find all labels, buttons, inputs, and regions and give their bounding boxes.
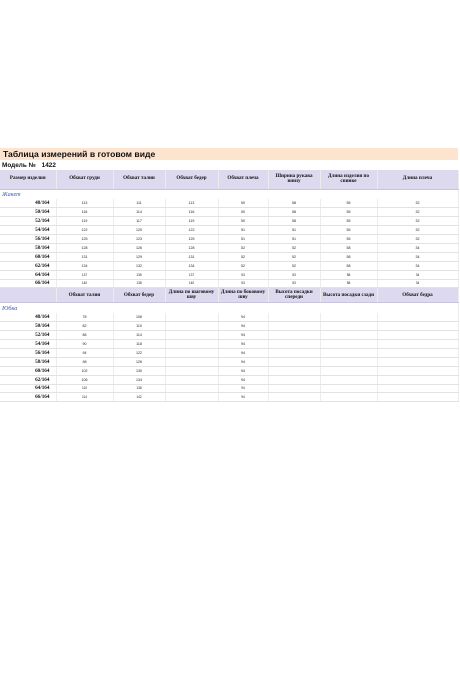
- size-cell: 58/164: [0, 243, 56, 252]
- value-cell: 137: [165, 270, 218, 279]
- value-cell: 50: [218, 217, 268, 226]
- table-row: [0, 235, 458, 244]
- size-cell: 56/164: [0, 235, 56, 244]
- value-cell: [320, 331, 377, 340]
- value-cell: [377, 348, 458, 357]
- value-cell: 138: [113, 384, 165, 393]
- value-cell: 34: [377, 261, 458, 270]
- column-header: Обхват бедер: [165, 170, 218, 189]
- column-header: Размер изделия: [0, 170, 56, 189]
- value-cell: 55: [320, 235, 377, 244]
- model-label: Модель №: [2, 162, 36, 169]
- value-cell: [377, 357, 458, 366]
- table-row: [0, 393, 458, 402]
- value-cell: 58: [320, 252, 377, 261]
- table-row: [0, 261, 458, 270]
- value-cell: 51: [268, 226, 320, 235]
- value-cell: 114: [56, 393, 113, 402]
- value-cell: [320, 313, 377, 322]
- measurements-table-body: [0, 170, 458, 402]
- value-cell: 122: [56, 226, 113, 235]
- value-cell: 58: [320, 279, 377, 288]
- value-cell: 52: [218, 252, 268, 261]
- value-cell: 32: [377, 235, 458, 244]
- value-cell: 94: [218, 375, 268, 384]
- value-cell: [377, 331, 458, 340]
- value-cell: 114: [113, 208, 165, 217]
- value-cell: 106: [113, 313, 165, 322]
- value-cell: 32: [377, 199, 458, 208]
- value-cell: 113: [56, 199, 113, 208]
- value-cell: 34: [377, 252, 458, 261]
- value-cell: 106: [56, 375, 113, 384]
- column-header: Ширина рукава внизу: [268, 170, 320, 189]
- column-header: Обхват талии: [56, 288, 113, 303]
- value-cell: 119: [56, 217, 113, 226]
- column-header: Длина плеча: [377, 170, 458, 189]
- value-cell: 82: [56, 322, 113, 331]
- value-cell: 32: [377, 226, 458, 235]
- value-cell: [320, 357, 377, 366]
- value-cell: 50: [218, 208, 268, 217]
- value-cell: 58: [268, 199, 320, 208]
- value-cell: 111: [113, 199, 165, 208]
- value-cell: [165, 348, 218, 357]
- value-cell: 94: [218, 384, 268, 393]
- value-cell: 114: [113, 331, 165, 340]
- value-cell: 135: [113, 270, 165, 279]
- value-cell: 132: [113, 261, 165, 270]
- jacket-section-label: Жакет: [0, 189, 458, 199]
- value-cell: 142: [113, 393, 165, 402]
- value-cell: 94: [218, 331, 268, 340]
- value-cell: 125: [56, 235, 113, 244]
- value-cell: 122: [165, 226, 218, 235]
- column-header: Высота посадки сзади: [320, 288, 377, 303]
- value-cell: 53: [268, 279, 320, 288]
- value-cell: [268, 313, 320, 322]
- value-cell: [377, 313, 458, 322]
- value-cell: 98: [56, 357, 113, 366]
- value-cell: 125: [165, 235, 218, 244]
- value-cell: 94: [218, 393, 268, 402]
- value-cell: 86: [56, 331, 113, 340]
- value-cell: 58: [268, 208, 320, 217]
- value-cell: 50: [218, 199, 268, 208]
- value-cell: 140: [56, 279, 113, 288]
- column-header: Длина по шаговому шву: [165, 288, 218, 303]
- measurements-table: [0, 170, 459, 402]
- value-cell: 134: [113, 375, 165, 384]
- table-row: [0, 226, 458, 235]
- value-cell: [377, 393, 458, 402]
- table-row: [0, 270, 458, 279]
- table-row: [0, 217, 458, 226]
- size-cell: 48/164: [0, 313, 56, 322]
- table-row: [0, 279, 458, 288]
- value-cell: 128: [56, 243, 113, 252]
- size-cell: 66/164: [0, 279, 56, 288]
- value-cell: 52: [268, 243, 320, 252]
- value-cell: [165, 375, 218, 384]
- skirt-section-label: Юбка: [0, 303, 458, 313]
- value-cell: [377, 340, 458, 349]
- jacket-header-row: [0, 170, 458, 189]
- value-cell: 119: [165, 217, 218, 226]
- table-row: [0, 340, 458, 349]
- value-cell: [268, 375, 320, 384]
- column-header: Длина по боковому шву: [218, 288, 268, 303]
- value-cell: 32: [377, 208, 458, 217]
- value-cell: [320, 366, 377, 375]
- value-cell: 52: [268, 252, 320, 261]
- column-header: Обхват плеча: [218, 170, 268, 189]
- value-cell: 34: [377, 243, 458, 252]
- value-cell: 51: [218, 235, 268, 244]
- column-header: [0, 288, 56, 303]
- value-cell: 78: [56, 313, 113, 322]
- value-cell: 58: [320, 243, 377, 252]
- value-cell: 113: [165, 199, 218, 208]
- jacket-section-row: [0, 189, 458, 199]
- value-cell: [165, 331, 218, 340]
- value-cell: 53: [218, 270, 268, 279]
- value-cell: 94: [218, 313, 268, 322]
- value-cell: 90: [56, 340, 113, 349]
- table-row: [0, 384, 458, 393]
- value-cell: 120: [113, 226, 165, 235]
- column-header: Обхват груди: [56, 170, 113, 189]
- value-cell: 58: [320, 270, 377, 279]
- value-cell: [320, 322, 377, 331]
- size-cell: 52/164: [0, 331, 56, 340]
- size-cell: 62/164: [0, 261, 56, 270]
- value-cell: 116: [56, 208, 113, 217]
- value-cell: 51: [218, 226, 268, 235]
- value-cell: [377, 375, 458, 384]
- size-cell: 50/164: [0, 208, 56, 217]
- value-cell: 52: [218, 261, 268, 270]
- column-header: Обхват бедра: [377, 288, 458, 303]
- value-cell: 32: [377, 217, 458, 226]
- size-cell: 50/164: [0, 322, 56, 331]
- value-cell: [320, 375, 377, 384]
- value-cell: 94: [56, 348, 113, 357]
- size-cell: 54/164: [0, 340, 56, 349]
- size-cell: 64/164: [0, 384, 56, 393]
- value-cell: 34: [377, 270, 458, 279]
- value-cell: [320, 393, 377, 402]
- skirt-section-row: [0, 303, 458, 313]
- table-row: [0, 375, 458, 384]
- value-cell: 55: [320, 217, 377, 226]
- value-cell: 140: [165, 279, 218, 288]
- value-cell: 117: [113, 217, 165, 226]
- value-cell: [268, 348, 320, 357]
- value-cell: 118: [113, 340, 165, 349]
- value-cell: 131: [165, 252, 218, 261]
- value-cell: 58: [320, 261, 377, 270]
- value-cell: 34: [377, 279, 458, 288]
- value-cell: [165, 366, 218, 375]
- value-cell: [268, 340, 320, 349]
- value-cell: [268, 384, 320, 393]
- column-header: Длина изделия по спинке: [320, 170, 377, 189]
- value-cell: 126: [113, 243, 165, 252]
- value-cell: 52: [218, 243, 268, 252]
- value-cell: 134: [165, 261, 218, 270]
- column-header: Обхват бедер: [113, 288, 165, 303]
- value-cell: [268, 366, 320, 375]
- value-cell: 94: [218, 366, 268, 375]
- table-row: [0, 199, 458, 208]
- value-cell: [165, 357, 218, 366]
- value-cell: 137: [56, 270, 113, 279]
- value-cell: 131: [56, 252, 113, 261]
- value-cell: 55: [320, 226, 377, 235]
- column-header: Обхват талии: [113, 170, 165, 189]
- value-cell: [268, 357, 320, 366]
- column-header: Высота посадки спереди: [268, 288, 320, 303]
- value-cell: 55: [320, 208, 377, 217]
- size-cell: 52/164: [0, 217, 56, 226]
- table-title: Таблица измерений в готовом виде: [0, 148, 458, 160]
- value-cell: 128: [165, 243, 218, 252]
- value-cell: 94: [218, 357, 268, 366]
- value-cell: [165, 340, 218, 349]
- value-cell: 126: [113, 357, 165, 366]
- value-cell: 138: [113, 279, 165, 288]
- value-cell: 94: [218, 322, 268, 331]
- value-cell: 130: [113, 366, 165, 375]
- value-cell: 51: [268, 235, 320, 244]
- value-cell: [320, 340, 377, 349]
- value-cell: 53: [218, 279, 268, 288]
- value-cell: 55: [320, 199, 377, 208]
- value-cell: 110: [56, 384, 113, 393]
- value-cell: 134: [56, 261, 113, 270]
- value-cell: 102: [56, 366, 113, 375]
- table-row: [0, 357, 458, 366]
- size-cell: 48/164: [0, 199, 56, 208]
- table-row: [0, 243, 458, 252]
- value-cell: [377, 384, 458, 393]
- table-row: [0, 252, 458, 261]
- model-value: 1422: [41, 162, 56, 169]
- value-cell: [165, 313, 218, 322]
- size-cell: 60/164: [0, 366, 56, 375]
- size-cell: 56/164: [0, 348, 56, 357]
- value-cell: 94: [218, 348, 268, 357]
- value-cell: 123: [113, 235, 165, 244]
- value-cell: [377, 366, 458, 375]
- skirt-header-row: [0, 288, 458, 303]
- value-cell: [165, 322, 218, 331]
- table-row: [0, 348, 458, 357]
- size-cell: 62/164: [0, 375, 56, 384]
- table-row: [0, 208, 458, 217]
- value-cell: [320, 384, 377, 393]
- size-cell: 54/164: [0, 226, 56, 235]
- value-cell: 110: [113, 322, 165, 331]
- value-cell: [165, 393, 218, 402]
- value-cell: 116: [165, 208, 218, 217]
- value-cell: 129: [113, 252, 165, 261]
- table-row: [0, 331, 458, 340]
- value-cell: [268, 331, 320, 340]
- value-cell: 52: [268, 261, 320, 270]
- size-cell: 64/164: [0, 270, 56, 279]
- table-row: [0, 322, 458, 331]
- value-cell: 53: [268, 270, 320, 279]
- table-row: [0, 366, 458, 375]
- value-cell: [165, 384, 218, 393]
- size-cell: 58/164: [0, 357, 56, 366]
- table-row: [0, 313, 458, 322]
- value-cell: 58: [268, 217, 320, 226]
- value-cell: [320, 348, 377, 357]
- value-cell: [377, 322, 458, 331]
- size-cell: 60/164: [0, 252, 56, 261]
- value-cell: [268, 393, 320, 402]
- value-cell: 122: [113, 348, 165, 357]
- size-cell: 66/164: [0, 393, 56, 402]
- value-cell: [268, 322, 320, 331]
- value-cell: 94: [218, 340, 268, 349]
- model-number: [2, 162, 56, 169]
